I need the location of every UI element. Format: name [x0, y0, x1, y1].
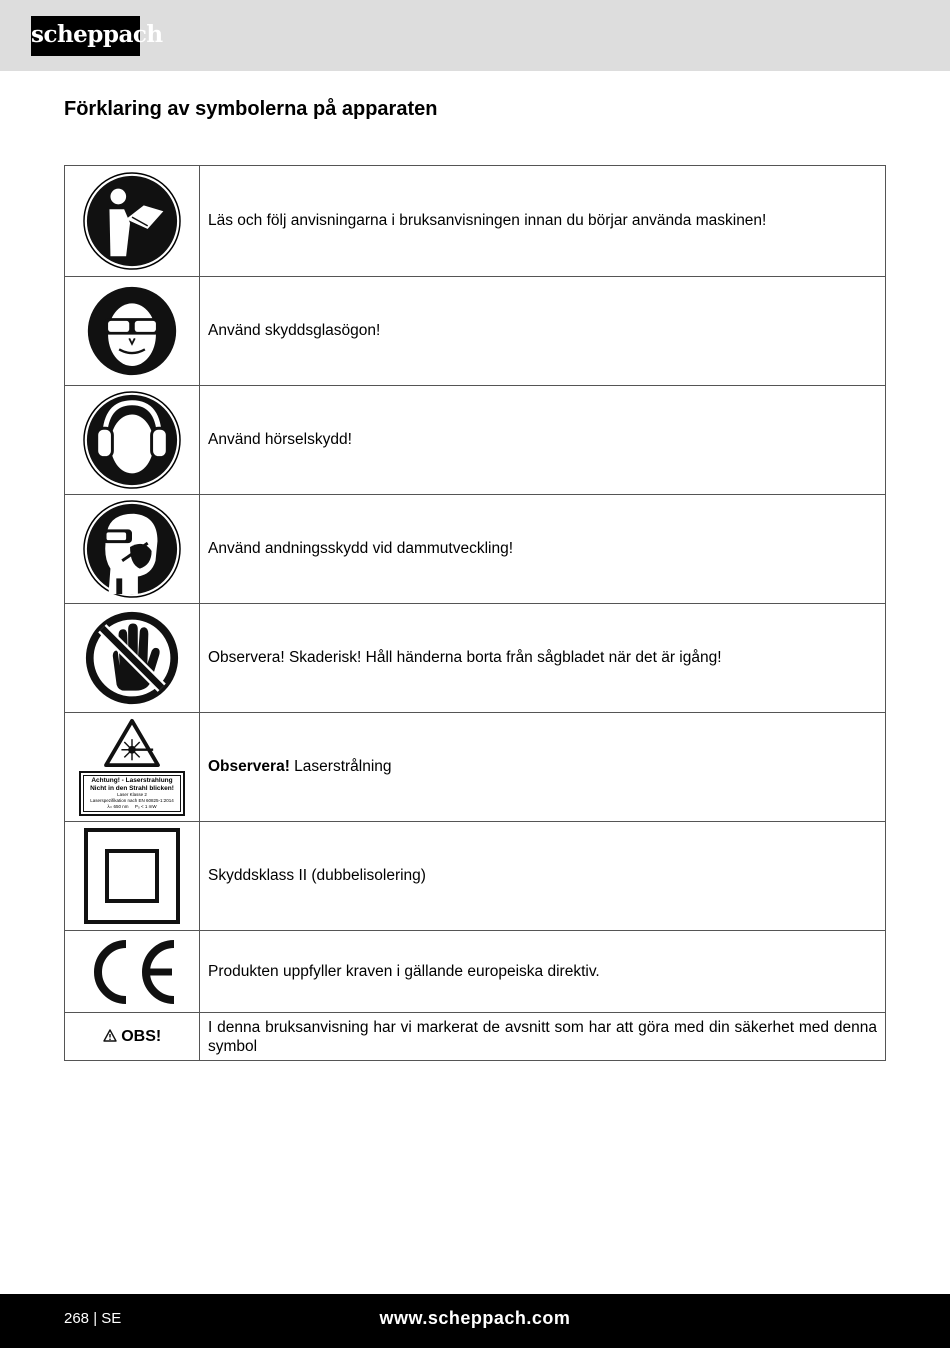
page-title: Förklaring av symbolerna på apparaten — [64, 98, 438, 120]
row-text-rest: Laserstrålning — [289, 758, 392, 775]
laser-label-line: Laserspezifikation nach EN 60825-1:2014 — [90, 798, 174, 803]
symbol-table — [64, 165, 886, 1061]
row-text: Observera! Skaderisk! Håll händerna borta från sågbladet när det är igång! — [200, 604, 886, 713]
icon-cell — [65, 495, 200, 604]
icon-cell — [65, 166, 200, 277]
row-text: I denna bruksanvisning har vi markerat de avsnitt som har att göra med din säkerhet med denna symbol — [200, 1013, 886, 1061]
laser-label-line: λ= 650 nm — [107, 804, 129, 809]
laser-label-line: P₀ < 1 mW — [134, 804, 157, 809]
obs-label — [103, 1028, 161, 1045]
table-row — [65, 1013, 886, 1061]
page-separator: | — [93, 1310, 98, 1327]
icon-cell — [65, 931, 200, 1013]
warning-triangle-icon — [103, 1029, 117, 1042]
safety-glasses-icon — [65, 285, 199, 377]
row-text: Använd hörselskydd! — [200, 386, 886, 495]
laser-label-line: Laser Klasse 2 — [117, 792, 147, 797]
table-row — [65, 277, 886, 386]
table-row — [65, 386, 886, 495]
no-hands-icon — [65, 610, 199, 706]
laser-warning-icon — [65, 718, 199, 816]
icon-cell — [65, 277, 200, 386]
page-number: 268 — [64, 1310, 90, 1327]
icon-cell — [65, 604, 200, 713]
row-text: Produkten uppfyller kraven i gällande europeiska direktiv. — [200, 931, 886, 1013]
table-row — [65, 604, 886, 713]
table-row — [65, 822, 886, 931]
respirator-icon — [65, 500, 199, 598]
scheppach-logo: scheppach — [31, 16, 140, 56]
table-row — [65, 713, 886, 822]
laser-label-line: Achtung! - Laserstrahlung — [91, 777, 173, 784]
ear-protection-icon — [65, 391, 199, 489]
table-row — [65, 495, 886, 604]
ce-mark-icon — [65, 939, 199, 1005]
row-text — [200, 713, 886, 822]
row-text: Skyddsklass II (dubbelisolering) — [200, 822, 886, 931]
website-url: www.scheppach.com — [379, 1308, 571, 1328]
header-bar — [0, 0, 950, 71]
read-manual-icon — [65, 172, 199, 270]
row-text: Använd andningsskydd vid dammutveckling! — [200, 495, 886, 604]
table-row — [65, 166, 886, 277]
row-text: Läs och följ anvisningarna i bruksanvisningen innan du börjar använda maskinen! — [200, 166, 886, 277]
icon-cell — [65, 1013, 200, 1061]
laser-label-line: Nicht in den Strahl blicken! — [90, 784, 174, 792]
icon-cell — [65, 713, 200, 822]
protection-class-2-icon — [65, 828, 199, 924]
icon-cell — [65, 822, 200, 931]
language-code: SE — [101, 1310, 122, 1327]
row-text-bold: Observera! — [208, 758, 290, 775]
icon-cell — [65, 386, 200, 495]
table-row — [65, 931, 886, 1013]
laser-label — [79, 771, 185, 816]
obs-text: OBS! — [121, 1027, 162, 1045]
row-text: Använd skyddsglasögon! — [200, 277, 886, 386]
footer-bar — [0, 1294, 950, 1348]
